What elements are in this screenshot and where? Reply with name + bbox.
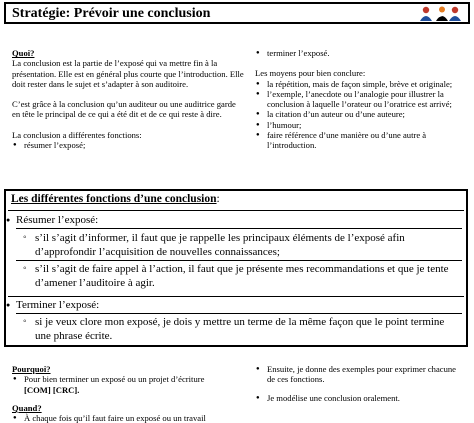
means-item: ● faire référence d’une manière ou d’une autre à l’introduction. (255, 130, 465, 151)
means-intro: Les moyens pour bien conclure: (255, 68, 366, 79)
box-divider (8, 210, 464, 211)
bullet-resumer: ● résumer l’exposé; (12, 140, 244, 150)
people-logo-icon (416, 5, 464, 22)
means-item: ● l’exemple, l’anecdote ou l’analogie pour illustrer la conclusion à laquelle l’orateur ou l’oratrice est arrivé; (255, 89, 465, 110)
box-title-colon: : (216, 193, 220, 205)
left-column-bottom (12, 364, 237, 423)
function-resumer-informer: ◦ s’il s’agit d’informer, il faut que je rappelle les principaux éléments de l’exposé afin d’approfondir l’acquisition de nouvelles connaissances; (35, 231, 450, 259)
title-bar (4, 2, 470, 24)
box-divider (8, 296, 464, 297)
function-terminer-clore: ◦ si je veux clore mon exposé, je dois y mettre un terme de la même façon que le point termine une phrase écrite. (35, 315, 450, 343)
bullet-model: ● Je modélise une conclusion oralement. (255, 393, 465, 403)
paragraph-functions-intro: La conclusion a différentes fonctions: (12, 129, 142, 140)
bullet-why (12, 374, 237, 395)
function-terminer: ● Terminer l’exposé: (16, 299, 99, 312)
left-column-top (12, 48, 244, 150)
why-refs: [COM] [CRC]. (24, 384, 80, 395)
row-divider (16, 313, 462, 314)
bullet-when: ● À chaque fois qu’il faut faire un exposé ou un travail (12, 413, 237, 423)
right-column-bottom (255, 364, 465, 403)
row-divider (16, 228, 462, 229)
heading-quoi: Quoi? (12, 48, 35, 58)
heading-quand: Quand? (12, 402, 42, 413)
right-column-top (255, 48, 465, 151)
bullet-examples: ● Ensuite, je donne des exemples pour exprimer chacune de ces fonctions. (255, 364, 465, 385)
means-item: ● la citation d’un auteur ou d’une auteure; (255, 109, 465, 119)
means-item: ● la répétition, mais de façon simple, brève et originale; (255, 79, 465, 89)
bullet-terminer: ● terminer l’exposé. (255, 48, 465, 58)
paragraph-definition: La conclusion est la partie de l’exposé qui va mettre fin à la présentation. Elle est en général plus courte que l’introduction. Elle doit rester dans le sujet et s’adapter à son auditoire. (12, 58, 244, 89)
functions-box (4, 189, 468, 347)
row-divider (16, 260, 462, 261)
box-title-text: Les différentes fonctions d’une conclusion (11, 193, 217, 205)
page-title: Stratégie: Prévoir une conclusion (12, 6, 211, 21)
function-resumer-action: ◦ s’il s’agit de faire appel à l’action, il faut que je présente mes recommandations et que je tente d’amener l’auditoire à agir. (35, 262, 450, 290)
means-item: ● l’humour; (255, 120, 465, 130)
function-resumer: ● Résumer l’exposé: (16, 214, 98, 227)
heading-pourquoi: Pourquoi? (12, 364, 51, 374)
paragraph-memory: C’est grâce à la conclusion qu’un auditeur ou une auditrice garde en tête le principal de ce qui a été dit et de ce qui reste à dire. (12, 99, 236, 120)
why-text: Pour bien terminer un exposé ou un projet d’écriture (24, 374, 205, 385)
box-title (11, 192, 220, 206)
